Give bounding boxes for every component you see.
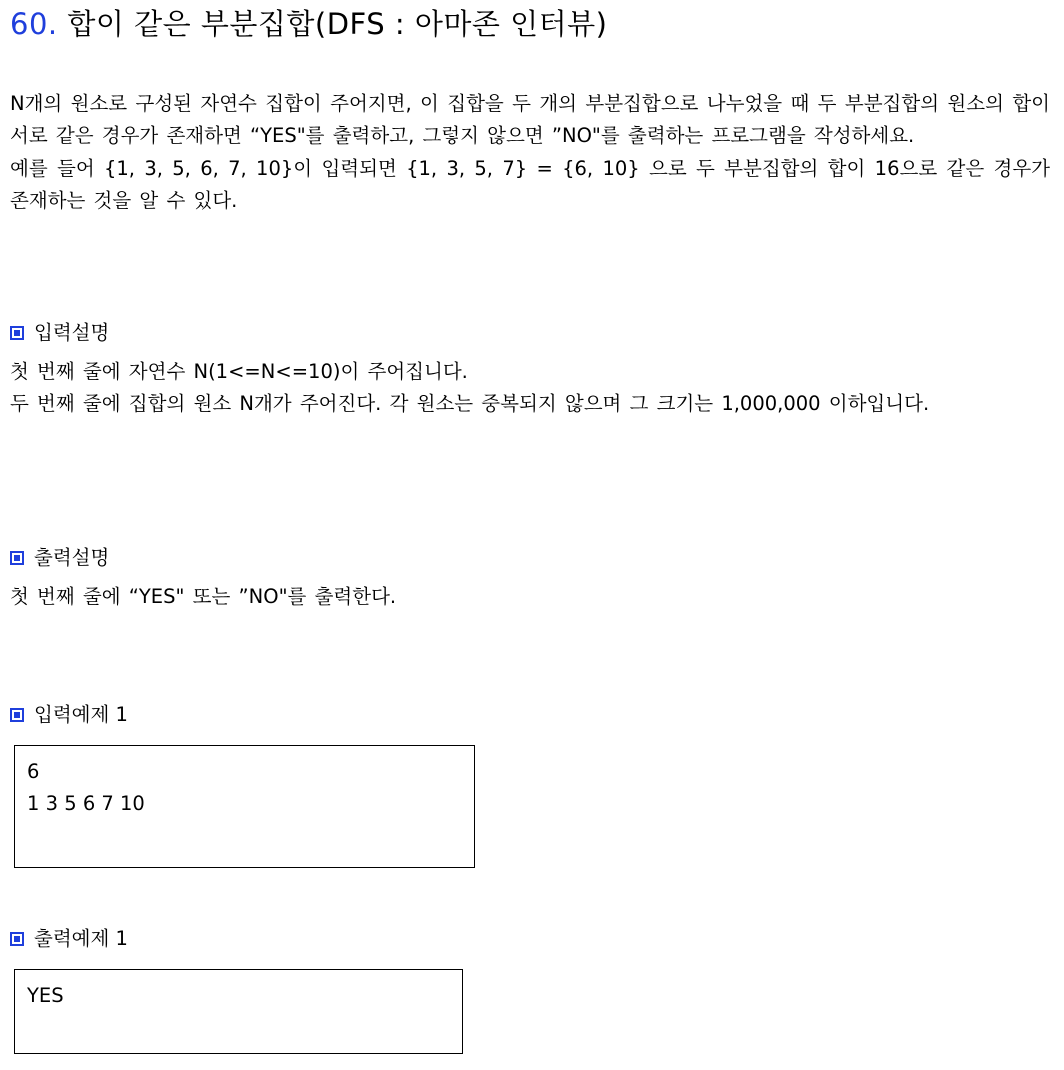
- input-section-heading-text: 입력설명: [34, 321, 110, 344]
- blue-square-icon: [10, 551, 24, 565]
- output-example-box: [14, 969, 463, 1054]
- problem-description: [10, 88, 1050, 218]
- problem-title-text: 합이 같은 부분집합(DFS : 아마존 인터뷰): [67, 7, 608, 41]
- input-description-line-1: 첫 번째 줄에 자연수 N(1<=N<=10)이 주어집니다.: [10, 360, 468, 383]
- blue-square-icon: [10, 932, 24, 946]
- output-example-line-1: YES: [27, 984, 64, 1007]
- input-description-line-2: 두 번째 줄에 집합의 원소 N개가 주어진다. 각 원소는 중복되지 않으며 그 크기는 1,000,000 이하입니다.: [10, 392, 930, 416]
- input-example-heading: [10, 700, 128, 730]
- input-example-line-1: 6: [27, 760, 40, 783]
- blue-square-icon: [10, 326, 24, 340]
- output-section-heading-text: 출력설명: [34, 546, 110, 569]
- output-section-body: [10, 581, 1050, 613]
- input-example-heading-text: 입력예제 1: [34, 703, 128, 726]
- output-description-line-1: 첫 번째 줄에 “YES" 또는 ”NO"를 출력한다.: [10, 585, 397, 608]
- problem-number: 60.: [10, 7, 58, 41]
- input-example-line-2: 1 3 5 6 7 10: [27, 792, 145, 815]
- input-section-heading: [10, 318, 109, 348]
- description-paragraph-2: 예를 들어 {1, 3, 5, 6, 7, 10}이 입력되면 {1, 3, 5, 7} = {6, 10} 으로 두 부분집합의 합이 16으로 같은 경우가 존재하는 것을 알 수 있다.: [10, 156, 1050, 213]
- blue-square-icon: [10, 708, 24, 722]
- output-section-heading: [10, 543, 109, 573]
- input-example-box: [14, 745, 475, 868]
- input-section-body: [10, 356, 1050, 421]
- output-example-heading-text: 출력예제 1: [34, 927, 128, 950]
- description-paragraph-1: N개의 원소로 구성된 자연수 집합이 주어지면, 이 집합을 두 개의 부분집합으로 나누었을 때 두 부분집합의 원소의 합이 서로 같은 경우가 존재하면 “YES"를 출력하고, 그렇지 않으면 ”NO"를 출력하는 프로그램을 작성하세요.: [10, 92, 1050, 148]
- output-example-heading: [10, 924, 128, 954]
- page-title: [10, 4, 607, 44]
